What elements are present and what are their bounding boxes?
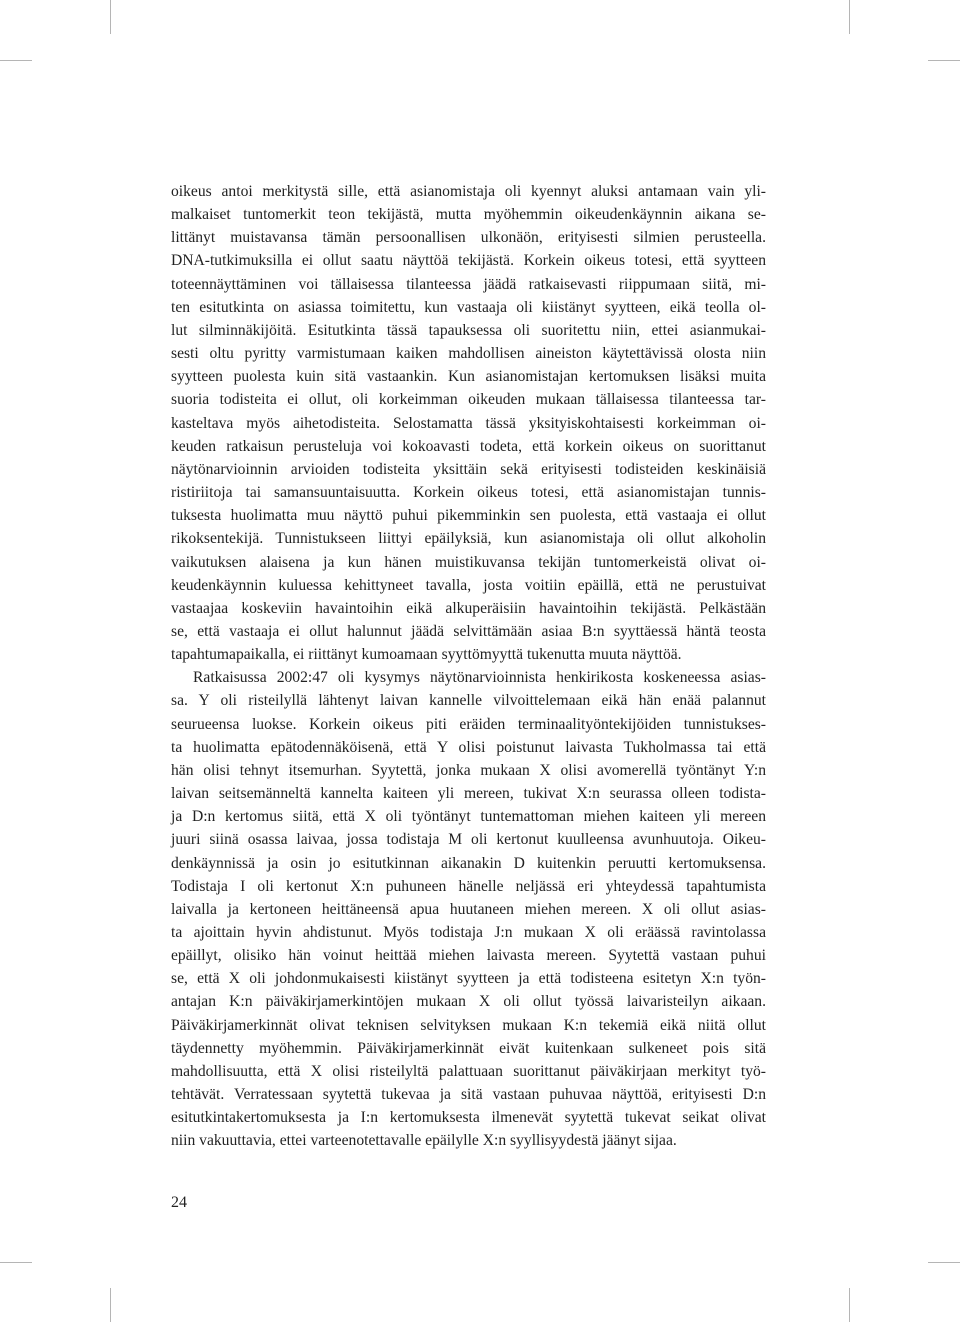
text-line: Ratkaisussa 2002:47 oli kysymys näytönarvioinnista henkirikosta koskeneessa asias- [193,669,766,687]
text-line: se, että X oli johdonmukaisesti kiistänyt syytteen ja että todisteena esitetyn X:n työn- [171,970,766,988]
crop-mark-top-right [849,0,850,34]
text-line: ristiriitoja tai samansuuntaisuutta. Korkein oikeus totesi, että asianomistajan tunnis- [171,484,766,502]
text-line: se, että vastaaja ei ollut halunnut jäädä selvittämään asiaa B:n syyttäessä häntä teosta [171,622,766,640]
text-line: Todistaja I oli kertonut X:n puhuneen hänelle neljässä eri yhteydessä tapahtumista [171,877,766,895]
text-line: sesti oltu pyritty varmistumaan kaiken mahdollisen aineiston käytettävissä olosta niin [171,345,766,363]
text-line: niin vakuuttavia, ettei varteenotettavalle epäilylle X:n syyllisyydestä jäänyt sijaa. [171,1132,677,1150]
text-line: täydennetty myöhemmin. Päiväkirjamerkinnät eivät kuitenkaan sulkeneet pois sitä [171,1039,766,1057]
text-line: ja D:n kertomus siitä, että X oli työntänyt tuntemattoman miehen kaiteen yli mereen [171,808,766,826]
text-line: syytteen puolesta kuin sitä vastaankin. Kun asianomistajan kertomuksen lisäksi muita [171,368,766,386]
text-line: oikeus antoi merkitystä sille, että asianomistaja oli kyennyt aluksi antamaan vain yli- [171,183,766,200]
text-line: ten esitutkinta on asiassa toimitettu, kun vastaaja oli kiistänyt syytteen, eikä teolla ol- [171,298,766,316]
crop-mark-bottom-right [849,1288,850,1322]
text-line: epäillyt, olisiko hän voinut heittää miehen laivasta mereen. Syytettä vastaan puhui [171,947,766,965]
crop-mark-bottom-right-h [928,1262,960,1263]
text-line: toteennäyttäminen voi tällaisessa tilanteessa jäädä ratkaisevasti riippumaan siitä, mi- [171,275,766,293]
crop-mark-top-right-h [928,60,960,61]
text-line: vastaajaa koskeviin havaintoihin eikä alkuperäisiin havaintoihin tekijästä. Pelkästään [171,599,766,617]
text-line: sa. Y oli risteilyllä lähtenyt laivan kannelle vilvoittelemaan eikä hän enää palannut [171,692,766,710]
page-number: 24 [171,1194,187,1211]
paragraph [171,666,766,1152]
text-line: laivalla ja kertoneen heittäneensä apua huutaneen miehen mereen. X oli ollut asias- [171,900,766,918]
text-line: antajan K:n päiväkirjamerkintöjen mukaan X oli ollut työssä laivaristeilyn aikaan. [171,993,766,1011]
text-line: DNA-tutkimuksilla ei ollut saatu näyttöä tekijästä. Korkein oikeus totesi, että syytteen [171,252,766,270]
crop-mark-bottom-left-h [0,1262,32,1263]
text-line: littänyt muistavansa tämän persoonallisen ulkonäön, erityisesti silmien perusteella. [171,229,766,247]
text-line: lut silminnäkijöitä. Esitutkinta tässä tapauksessa oli suoritettu niin, ettei asianmukai- [171,321,766,339]
text-line: esitutkintakertomuksesta ja I:n kertomuksesta ilmenevät syytettä tukevat seikat olivat [171,1109,766,1127]
text-line: ta huolimatta epätodennäköisenä, että Y olisi poistunut laivasta Tukholmassa tai että [171,738,766,756]
text-line: laivan seitsemänneltä kannelta kaiteen yli mereen, tukivat X:n seurassa olleen todista- [171,785,766,803]
text-line: juuri siinä osassa laivaa, jossa todistaja M oli kertonut kuulleensa avunhuutoja. Oikeu- [171,831,766,849]
text-line: suoria todisteita ei ollut, oli korkeimman oikeuden mukaan tällaisessa tilanteessa tar- [171,391,766,409]
body-text [171,180,766,1153]
text-line: vaikutuksen alaisena ja kun hänen muistikuvansa tekijän tuntomerkeistä olivat oi- [171,553,766,571]
text-line: seurueensa luokse. Korkein oikeus piti eräiden terminaalityöntekijöiden tunnistukses- [171,715,766,733]
text-line: denkäynnissä ja osin jo esitutkinnan aikanakin D kuitenkin peruutti kertomuksensa. [171,854,766,872]
text-line: tapahtumapaikalla, ei riittänyt kumoamaan syyttömyyttä tukenutta muuta näyttöä. [171,646,682,664]
text-line: hän olisi tehnyt itsemurhan. Syytettä, jonka mukaan X olisi avomerellä työntänyt Y:n [171,761,766,779]
text-line: keuden ratkaisun perusteluja voi kokoavasti todeta, että korkein oikeus on suorittanut [171,437,766,455]
crop-mark-top-left-h [0,60,32,61]
text-line: malkaiset tuntomerkit teon tekijästä, mutta myöhemmin oikeudenkäynnin aikana se- [171,206,766,224]
text-line: kasteltava myös aihetodisteita. Selostamatta tässä yksityiskohtaisesti korkeimman oi- [171,414,766,432]
text-line: rikoksentekijä. Tunnistukseen liittyi epäilyksiä, kun asianomistaja oli ollut alkoholin [171,530,766,548]
text-line: keudenkäynnin kuluessa kehittyneet tavalla, josta voitiin epäillä, että ne perustuivat [171,576,766,594]
text-line: ta ajoittain hyvin ahdistunut. Myös todistaja J:n mukaan X oli eräässä ravintolassa [171,924,766,941]
text-line: tuksesta huolimatta muu näyttö puhui pikemminkin sen puolesta, että vastaaja ei ollut [171,507,766,525]
text-line: Päiväkirjamerkinnät olivat teknisen selvityksen mukaan K:n tekemiä eikä niitä ollut [171,1016,766,1034]
paragraph [171,180,766,666]
text-line: näytönarvioinnin arvioiden todisteita yksittäin sekä erityisesti todisteiden keskinäisiä [171,460,766,478]
text-line: tehtävät. Verratessaan syytettä tukevaa ja sitä vastaan puhuvaa näyttöä, erityisesti D:n [171,1086,766,1104]
crop-mark-bottom-left [110,1288,111,1322]
crop-mark-top-left [110,0,111,34]
text-line: mahdollisuutta, että X olisi risteilyltä palattuaan suorittanut päiväkirjaan merkityt työ- [171,1062,766,1080]
